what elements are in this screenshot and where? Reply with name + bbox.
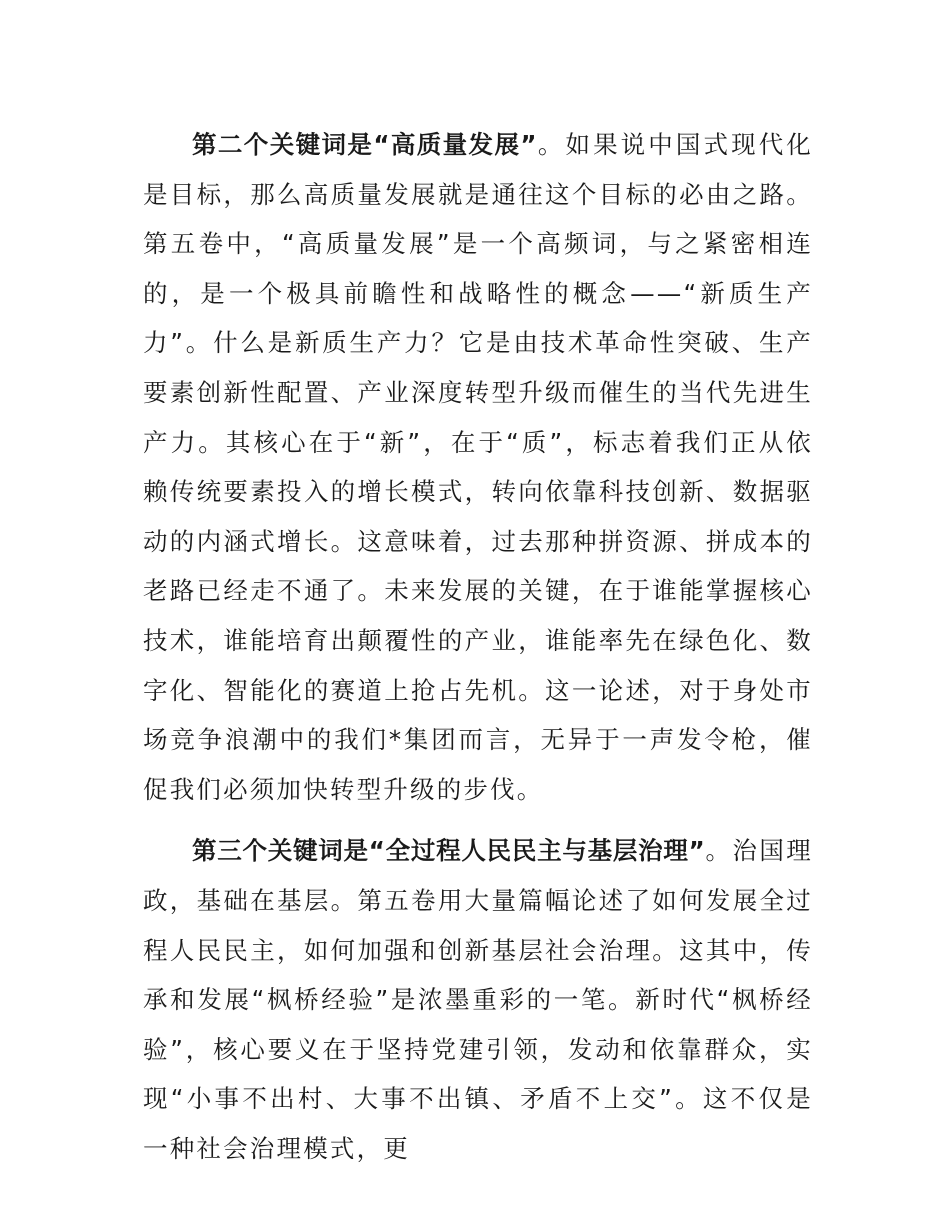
paragraph-body-text: 。如果说中国式现代化是目标，那么高质量发展就是通往这个目标的必由之路。第五卷中，“高质量发展”是一个高频词，与之紧密相连的，是一个极具前瞻性和战略性的概念——“新质生产力”。什么是新质生产力？它是由技术革命性突破、生产要素创新性配置、产业深度转型升级而催生的当代先进生产力。其核心在于“新”，在于“质”，标志着我们正从依赖传统要素投入的增长模式，转向依靠科技创新、数据驱动的内涵式增长。这意味着，过去那种拼资源、拼成本的老路已经走不通了。未来发展的关键，在于谁能掌握核心技术，谁能培育出颠覆性的产业，谁能率先在绿色化、数字化、智能化的赛道上抢占先机。这一论述，对于身处市场竞争浪潮中的我们*集团而言，无异于一声发令枪，催促我们必须加快转型升级的步伐。: [143, 130, 814, 804]
paragraph-high-quality-development: [143, 120, 813, 814]
paragraph-whole-process-democracy: [143, 826, 813, 1173]
paragraph-lead-heading: 第三个关键词是“全过程人民民主与基层治理”: [192, 836, 706, 866]
paragraph-lead-heading: 第二个关键词是“高质量发展”: [192, 130, 537, 159]
document-body: [143, 120, 813, 1173]
paragraph-body-text: 。治国理政，基础在基层。第五卷用大量篇幅论述了如何发展全过程人民民主，如何加强和创新基层社会治理。这其中，传承和发展“枫桥经验”是浓墨重彩的一笔。新时代“枫桥经验”，核心要义在于坚持党建引领，发动和依靠群众，实现“小事不出村、大事不出镇、矛盾不上交”。这不仅是一种社会治理模式，更: [143, 836, 814, 1163]
